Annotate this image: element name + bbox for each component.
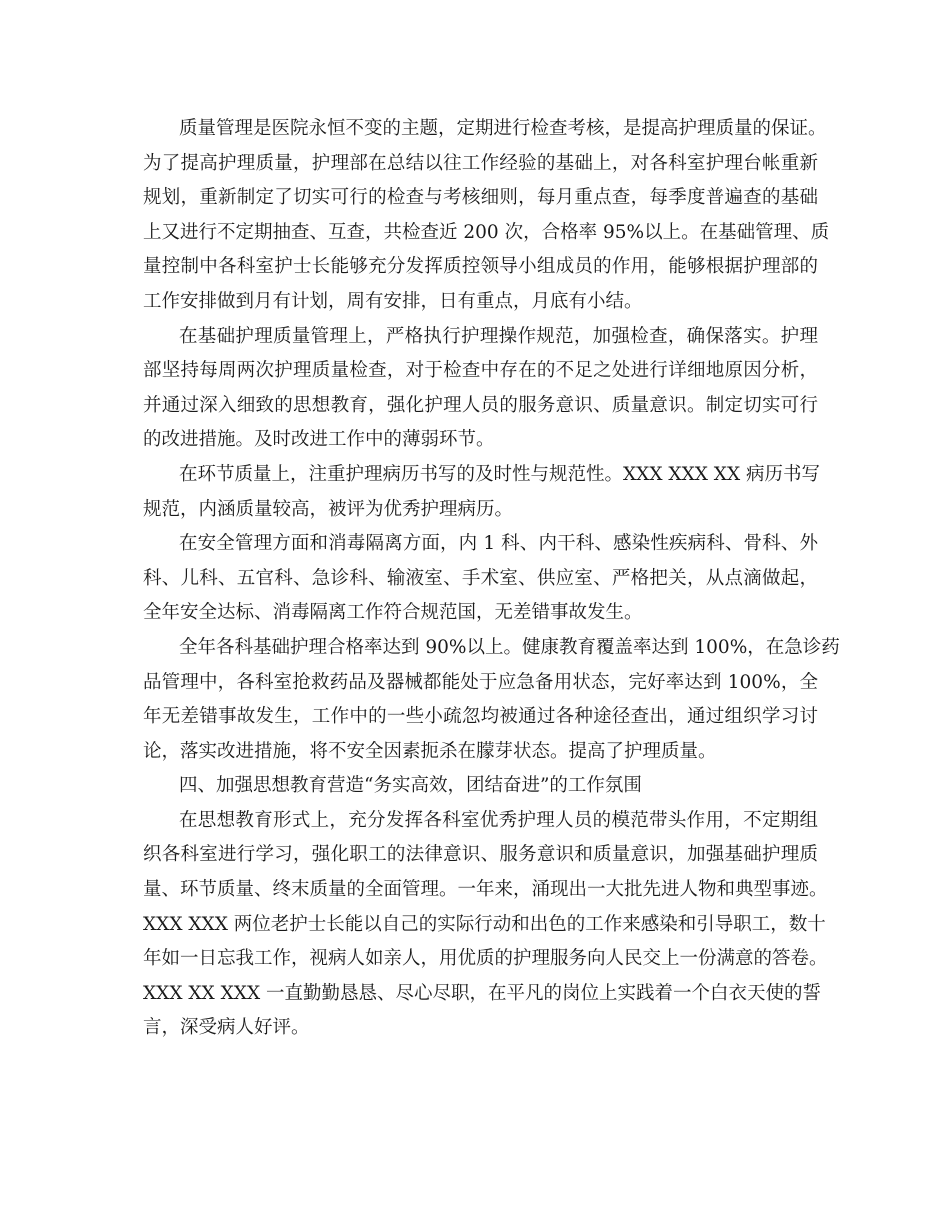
text-line: 上又进行不定期抽查、互查，共检查近 200 次，合格率 95%以上。在基础管理、质 <box>143 221 830 243</box>
text-line: 在思想教育形式上，充分发挥各科室优秀护理人员的模范带头作用，不定期组 <box>179 809 818 831</box>
text-line: 并通过深入细致的思想教育，强化护理人员的服务意识、质量意识。制定切实可行 <box>143 394 818 416</box>
document-body <box>143 112 840 1046</box>
text-line: 量控制中各科室护士长能够充分发挥质控领导小组成员的作用，能够根据护理部的 <box>143 256 818 278</box>
text-line: 为了提高护理质量，护理部在总结以往工作经验的基础上，对各科室护理台帐重新 <box>143 152 818 174</box>
text-line: 规范，内涵质量较高，被评为优秀护理病历。 <box>143 498 514 520</box>
paragraph-basic-nursing <box>143 320 818 458</box>
text-line: 全年安全达标、消毒隔离工作符合规范国，无差错事故发生。 <box>143 602 643 624</box>
paragraph-quality-management <box>143 112 830 320</box>
section-heading: 四、加强思想教育营造“务实高效，团结奋进”的工作氛围 <box>179 775 642 797</box>
text-line: 年如一日忘我工作，视病人如亲人，用优质的护理服务向人民交上一份满意的答卷。 <box>143 948 828 970</box>
text-line: 科、儿科、五官科、急诊科、输液室、手术室、供应室、严格把关，从点滴做起， <box>143 567 818 589</box>
text-line: 量、环节质量、终末质量的全面管理。一年来，涌现出一大批先进人物和典型事迹。 <box>143 879 828 901</box>
text-line: 品管理中，各科室抢救药品及器械都能处于应急备用状态，完好率达到 100%，全 <box>143 671 818 693</box>
text-line: XXX XXX 两位老护士长能以自己的实际行动和出色的工作来感染和引导职工，数十 <box>143 913 826 935</box>
text-line: XXX XX XXX 一直勤勤恳恳、尽心尽职，在平凡的岗位上实践着一个白衣天使的誓 <box>143 982 822 1004</box>
paragraph-ideological-education <box>143 804 828 1046</box>
text-line: 的改进措施。及时改进工作中的薄弱环节。 <box>143 429 495 451</box>
text-line: 年无差错事故发生，工作中的一些小疏忽均被通过各种途径查出，通过组织学习讨 <box>143 706 818 728</box>
paragraph-link-quality <box>143 458 821 527</box>
text-line: 在基础护理质量管理上，严格执行护理操作规范，加强检查，确保落实。护理 <box>179 325 818 347</box>
text-line: 言，深受病人好评。 <box>143 1017 310 1039</box>
paragraph-safety-management <box>143 527 818 631</box>
text-line: 在环节质量上，注重护理病历书写的及时性与规范性。XXX XXX XX 病历书写 <box>179 463 821 485</box>
paragraph-annual-rates <box>143 631 840 769</box>
text-line: 在安全管理方面和消毒隔离方面，内 1 科、内干科、感染性疾病科、骨科、外 <box>179 533 818 555</box>
text-line: 质量管理是医院永恒不变的主题，定期进行检查考核，是提高护理质量的保证。 <box>179 118 827 139</box>
text-line: 全年各科基础护理合格率达到 90%以上。健康教育覆盖率达到 100%，在急诊药 <box>179 636 840 658</box>
text-line: 织各科室进行学习，强化职工的法律意识、服务意识和质量意识，加强基础护理质 <box>143 844 818 866</box>
text-line: 论，落实改进措施，将不安全因素扼杀在朦芽状态。提高了护理质量。 <box>143 740 717 762</box>
text-line: 工作安排做到月有计划，周有安排，日有重点，月底有小结。 <box>143 290 643 312</box>
text-line: 规划，重新制定了切实可行的检查与考核细则，每月重点查，每季度普遍查的基础 <box>143 187 818 209</box>
section-heading-ideological-education <box>143 769 818 804</box>
text-line: 部坚持每周两次护理质量检查，对于检查中存在的不足之处进行详细地原因分析， <box>143 360 818 382</box>
